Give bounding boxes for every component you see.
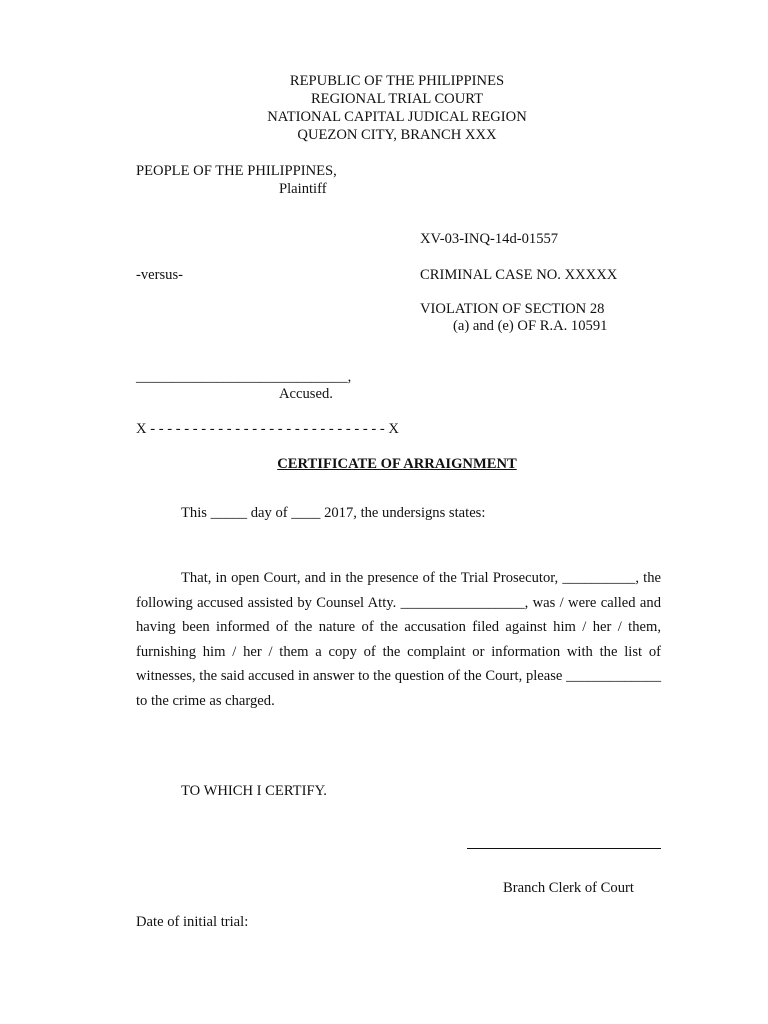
intro-statement: This _____ day of ____ 2017, the undersigns states: [181, 505, 486, 521]
violation-line-1: VIOLATION OF SECTION 28 [420, 301, 605, 317]
body-paragraph: That, in open Court, and in the presence of the Trial Prosecutor, __________, the following accused assisted by Counsel Atty. _________________, was / were called and having been informed of the nature of the accusation filed against him / her / them, furnishing him / her / them a copy of the complaint or information with the list of witnesses, the said accused in answer to the question of the Court, please _____________ to the crime as charged. [136, 570, 661, 709]
docket-number: XV-03-INQ-14d-01557 [420, 231, 559, 247]
caption-separator: X - - - - - - - - - - - - - - - - - - - - - - - - - - - - X [136, 421, 399, 437]
header-region: NATIONAL CAPITAL JUDICAL REGION [267, 109, 527, 125]
violation-line-2: (a) and (e) OF R.A. 10591 [453, 318, 608, 334]
accused-name-blank: _____________________________, [136, 369, 352, 385]
header-branch: QUEZON CITY, BRANCH XXX [297, 127, 497, 143]
plaintiff-name: PEOPLE OF THE PHILIPPINES, [136, 163, 337, 179]
certify-statement: TO WHICH I CERTIFY. [181, 783, 327, 799]
header-court: REGIONAL TRIAL COURT [310, 91, 484, 107]
criminal-case-number: CRIMINAL CASE NO. XXXXX [420, 267, 618, 283]
header-republic: REPUBLIC OF THE PHILIPPINES [289, 73, 505, 89]
document-title: CERTIFICATE OF ARRAIGNMENT [277, 456, 517, 472]
initial-trial-date-label: Date of initial trial: [136, 914, 249, 930]
signature-line [467, 848, 661, 849]
plaintiff-role: Plaintiff [279, 181, 327, 197]
accused-role: Accused. [279, 386, 333, 402]
versus-label: -versus- [136, 267, 184, 283]
signature-title: Branch Clerk of Court [503, 880, 634, 896]
